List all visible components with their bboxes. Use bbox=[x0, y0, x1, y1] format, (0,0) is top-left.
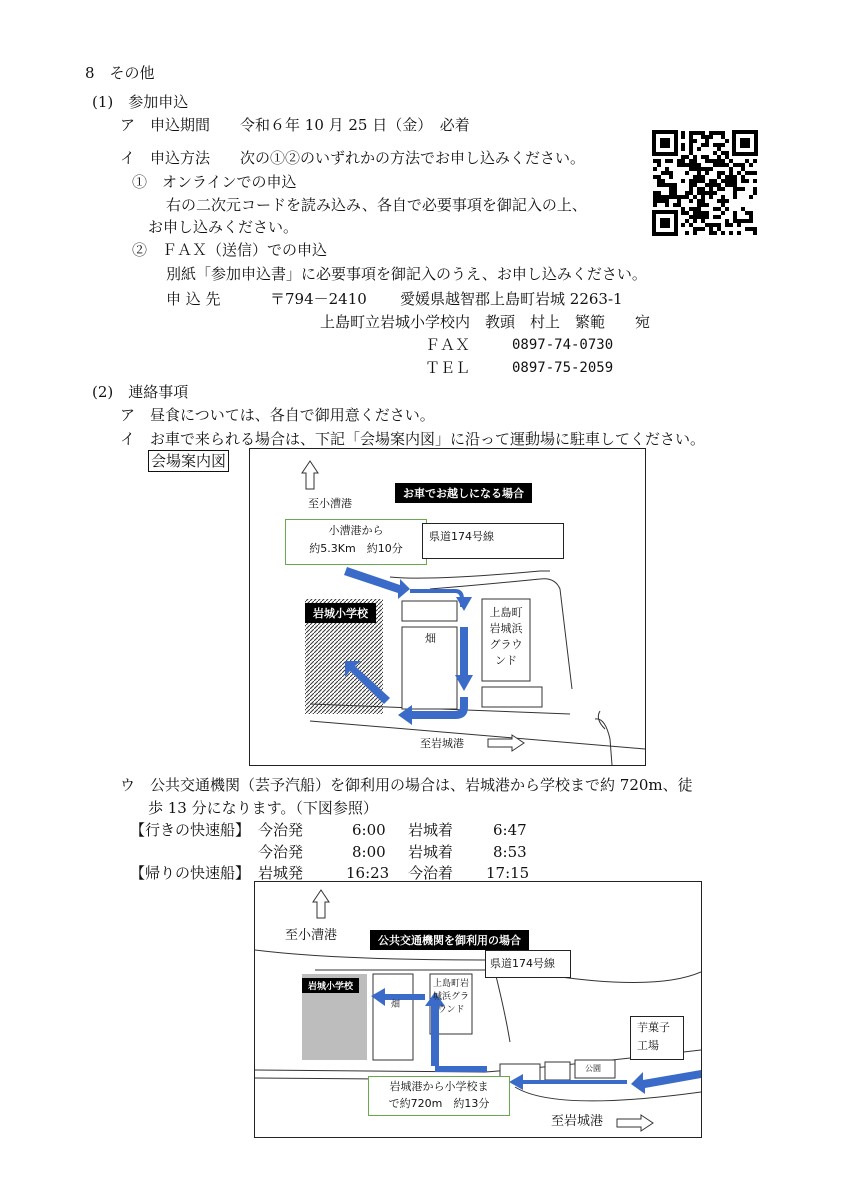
ferry-dep: 岩城発 bbox=[258, 864, 304, 882]
map1-to-south: 至岩城港 bbox=[420, 737, 464, 750]
map2-ground-line: 上島町岩 bbox=[432, 979, 469, 989]
dest-postal: 〒794－2410 bbox=[270, 290, 367, 308]
north-arrow-icon bbox=[302, 461, 318, 489]
tel-label: ＴＥＬ bbox=[425, 359, 471, 377]
map2-school-label: 岩城小学校 bbox=[302, 978, 359, 993]
south-arrow-icon bbox=[486, 733, 526, 753]
ferry-label: 【行きの快速船】 bbox=[130, 821, 251, 839]
map1-ground-line: 岩城浜 bbox=[489, 622, 523, 635]
map2-park-label: 公園 bbox=[585, 1064, 601, 1073]
map1-field-label: 畑 bbox=[425, 632, 436, 645]
map2-title: 公共交通機関を御利用の場合 bbox=[370, 930, 529, 950]
online-body-2: お申し込みください。 bbox=[148, 218, 299, 236]
car-line: イ お車で来られる場合は、下記「会場案内図」に沿って運動場に駐車してください。 bbox=[120, 430, 706, 448]
ferry-arr: 岩城着 bbox=[408, 821, 454, 839]
map2-to-north: 至小漕港 bbox=[285, 928, 338, 943]
section-title: 8 その他 bbox=[85, 64, 155, 82]
ferry-dep-time: 6:00 bbox=[352, 821, 386, 839]
map2-ground-line: 城浜グラ bbox=[432, 992, 469, 1002]
car-route-map bbox=[249, 448, 646, 766]
ferry-arr-time: 17:15 bbox=[486, 864, 530, 882]
map2-callout bbox=[368, 1076, 510, 1116]
map2-road-label: 県道174号線 bbox=[490, 957, 555, 970]
map1-ground-line: 上島町 bbox=[489, 606, 523, 619]
ferry-label: 【帰りの快速船】 bbox=[130, 864, 251, 882]
fax-label: ＦＡＸ bbox=[425, 336, 471, 354]
south-arrow-icon bbox=[615, 1113, 655, 1133]
fax-title: ② ＦＡＸ（送信）での申込 bbox=[132, 241, 328, 259]
map1-to-north: 至小漕港 bbox=[308, 497, 352, 510]
map1-ground-line: ンド bbox=[495, 654, 517, 667]
map2-factory-line: 工場 bbox=[637, 1039, 659, 1052]
ferry-arr-time: 6:47 bbox=[493, 821, 527, 839]
ferry-dep: 今治発 bbox=[258, 843, 304, 861]
transit-route-map bbox=[254, 881, 702, 1138]
dest-school: 上島町立岩城小学校内 教頭 村上 繁範 宛 bbox=[320, 313, 651, 331]
ferry-dep: 今治発 bbox=[258, 821, 304, 839]
map1-callout-line2: 約5.3Km 約10分 bbox=[309, 542, 403, 555]
ferry-dep-time: 8:00 bbox=[352, 843, 386, 861]
sub2-heading: (2) 連絡事項 bbox=[92, 383, 189, 401]
ferry-dep-time: 16:23 bbox=[346, 864, 390, 882]
map1-ground-label bbox=[482, 605, 530, 669]
map2-callout-line2: で約720m 約13分 bbox=[388, 1097, 490, 1110]
method-line: イ 申込方法 次の①②のいずれかの方法でお申し込みください。 bbox=[120, 149, 586, 167]
map1-callout bbox=[285, 519, 427, 565]
map1-callout-line1: 小漕港から bbox=[328, 524, 384, 537]
map1-school-label: 岩城小学校 bbox=[305, 603, 376, 623]
map1-road-label: 県道174号線 bbox=[429, 530, 494, 543]
ferry-arr: 岩城着 bbox=[408, 843, 454, 861]
tel-number: 0897-75-2059 bbox=[512, 360, 614, 376]
map2-road-callout bbox=[485, 950, 571, 978]
map2-ground-label bbox=[430, 978, 472, 1017]
map2-ground-line: ウンド bbox=[437, 1005, 465, 1015]
map2-callout-line1: 岩城港から小学校ま bbox=[389, 1080, 489, 1093]
map1-ground-line: グラウ bbox=[489, 638, 523, 651]
transit-line-2: 歩 13 分になります。（下図参照） bbox=[148, 799, 378, 817]
ferry-arr: 今治着 bbox=[408, 864, 454, 882]
fax-number: 0897-74-0730 bbox=[512, 337, 614, 353]
map2-factory bbox=[630, 1016, 684, 1060]
online-title: ① オンラインでの申込 bbox=[132, 173, 297, 191]
qr-code-icon[interactable] bbox=[652, 130, 758, 236]
dest-address: 愛媛県越智郡上島町岩城 2263-1 bbox=[400, 290, 623, 308]
map1-title: お車でお越しになる場合 bbox=[395, 483, 532, 503]
map2-field-label: 畑 bbox=[391, 1000, 401, 1010]
transit-line-1: ウ 公共交通機関（芸予汽船）を御利用の場合は、岩城港から学校まで約 720m、徒 bbox=[120, 776, 693, 794]
map2-factory-line: 芋菓子 bbox=[637, 1021, 670, 1034]
period-line: ア 申込期間 令和６年 10 月 25 日（金） 必着 bbox=[120, 116, 470, 134]
fax-body: 別紙「参加申込書」に必要事項を御記入のうえ、お申し込みください。 bbox=[166, 265, 647, 283]
ferry-arr-time: 8:53 bbox=[493, 843, 527, 861]
sub1-heading: (1) 参加申込 bbox=[92, 93, 189, 111]
north-arrow-icon bbox=[313, 890, 329, 918]
map2-to-south: 至岩城港 bbox=[551, 1114, 604, 1129]
online-body-1: 右の二次元コードを読み込み、各自で必要事項を御記入の上、 bbox=[166, 196, 587, 214]
map1-road-callout bbox=[422, 523, 564, 559]
map-label: 会場案内図 bbox=[148, 450, 229, 472]
lunch-line: ア 昼食については、各自で御用意ください。 bbox=[120, 406, 435, 424]
dest-label: 申 込 先 bbox=[166, 290, 221, 308]
